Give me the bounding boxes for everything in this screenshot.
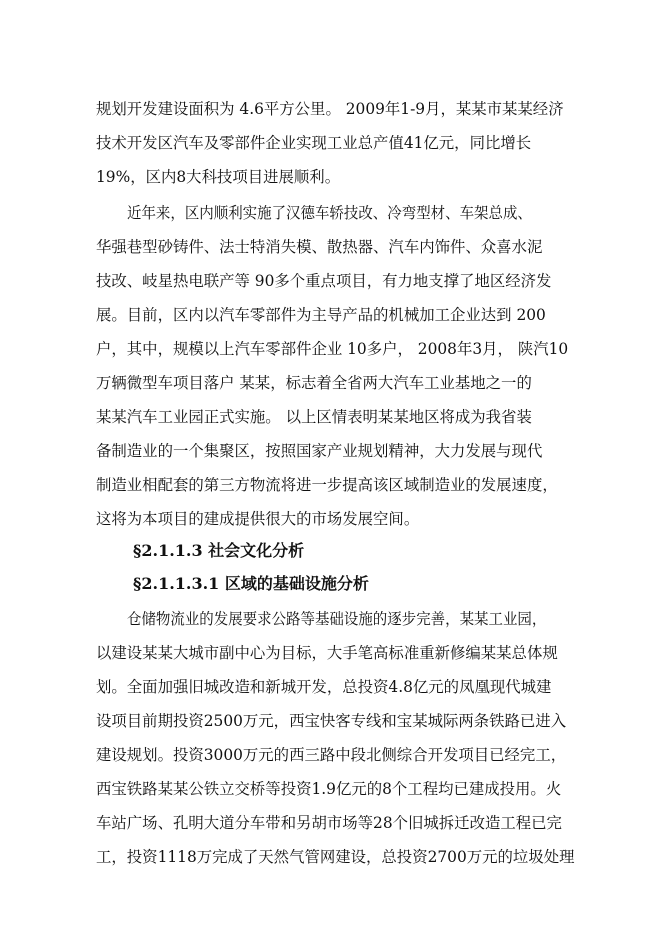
paragraph-1-line-2: 技术开发区汽车及零部件企业实现工业总产值41亿元，同比增长: [96, 134, 532, 152]
paragraph-3-line-1: 仓储物流业的发展要求公路等基础设施的逐步完善，某某工业园，: [127, 610, 547, 628]
paragraph-3-line-2: 以建设某某大城市副中心为目标，大手笔高标准重新修编某某总体规: [96, 644, 558, 662]
paragraph-2-line-3: 技改、岐星热电联产等 90多个重点项目，有力地支撑了地区经济发: [96, 272, 552, 290]
paragraph-3-line-4: 设项目前期投资2500万元，西宝快客专线和宝某城际两条铁路已进入: [96, 712, 567, 730]
paragraph-2-line-1: 近年来，区内顺利实施了汉德车轿技改、冷弯型材、车架总成、: [127, 204, 532, 222]
paragraph-1-line-1: 规划开发建设面积为 4.6平方公里。 2009年1-9月，某某市某某经济: [96, 100, 564, 118]
section-heading-2-1-1-3-1: §2.1.1.3.1 区域的基础设施分析: [133, 574, 369, 593]
section-heading-2-1-1-3: §2.1.1.3 社会文化分析: [133, 541, 305, 560]
paragraph-2-line-4: 展。目前，区内以汽车零部件为主导产品的机械加工企业达到 200: [96, 306, 546, 324]
paragraph-2-line-9: 制造业相配套的第三方物流将进一步提高该区域制造业的发展速度，: [96, 476, 558, 494]
paragraph-2-line-2: 华强巷型砂铸件、法士特消失模、散热器、汽车内饰件、众喜水泥: [96, 238, 543, 256]
paragraph-2-line-10: 这将为本项目的建成提供很大的市场发展空间。: [96, 510, 420, 528]
paragraph-3-line-8: 工，投资1118万完成了天然气管网建设，总投资2700万元的垃圾处理: [96, 848, 575, 866]
paragraph-3-line-5: 建设规划。投资3000万元的西三路中段北侧综合开发项目已经完工，: [96, 746, 567, 764]
paragraph-2-line-6: 万辆微型车项目落户 某某，标志着全省两大汽车工业基地之一的: [96, 374, 532, 392]
paragraph-2-line-7: 某某汽车工业园正式实施。 以上区情表明某某地区将成为我省装: [96, 408, 532, 426]
paragraph-1-line-3: 19%，区内8大科技项目进展顺利。: [96, 168, 341, 186]
paragraph-2-line-5: 户，其中，规模以上汽车零部件企业 10多户， 2008年3月， 陕汽10: [96, 340, 569, 358]
paragraph-3-line-3: 划。全面加强旧城改造和新城开发，总投资4.8亿元的凤凰现代城建: [96, 678, 552, 696]
paragraph-2-line-8: 备制造业的一个集聚区，按照国家产业规划精神，大力发展与现代: [96, 442, 543, 460]
paragraph-3-line-6: 西宝铁路某某公铁立交桥等投资1.9亿元的8个工程均已建成投用。火: [96, 780, 562, 798]
paragraph-3-line-7: 车站广场、孔明大道分车带和另胡市场等28个旧城拆迁改造工程已完: [96, 814, 562, 832]
